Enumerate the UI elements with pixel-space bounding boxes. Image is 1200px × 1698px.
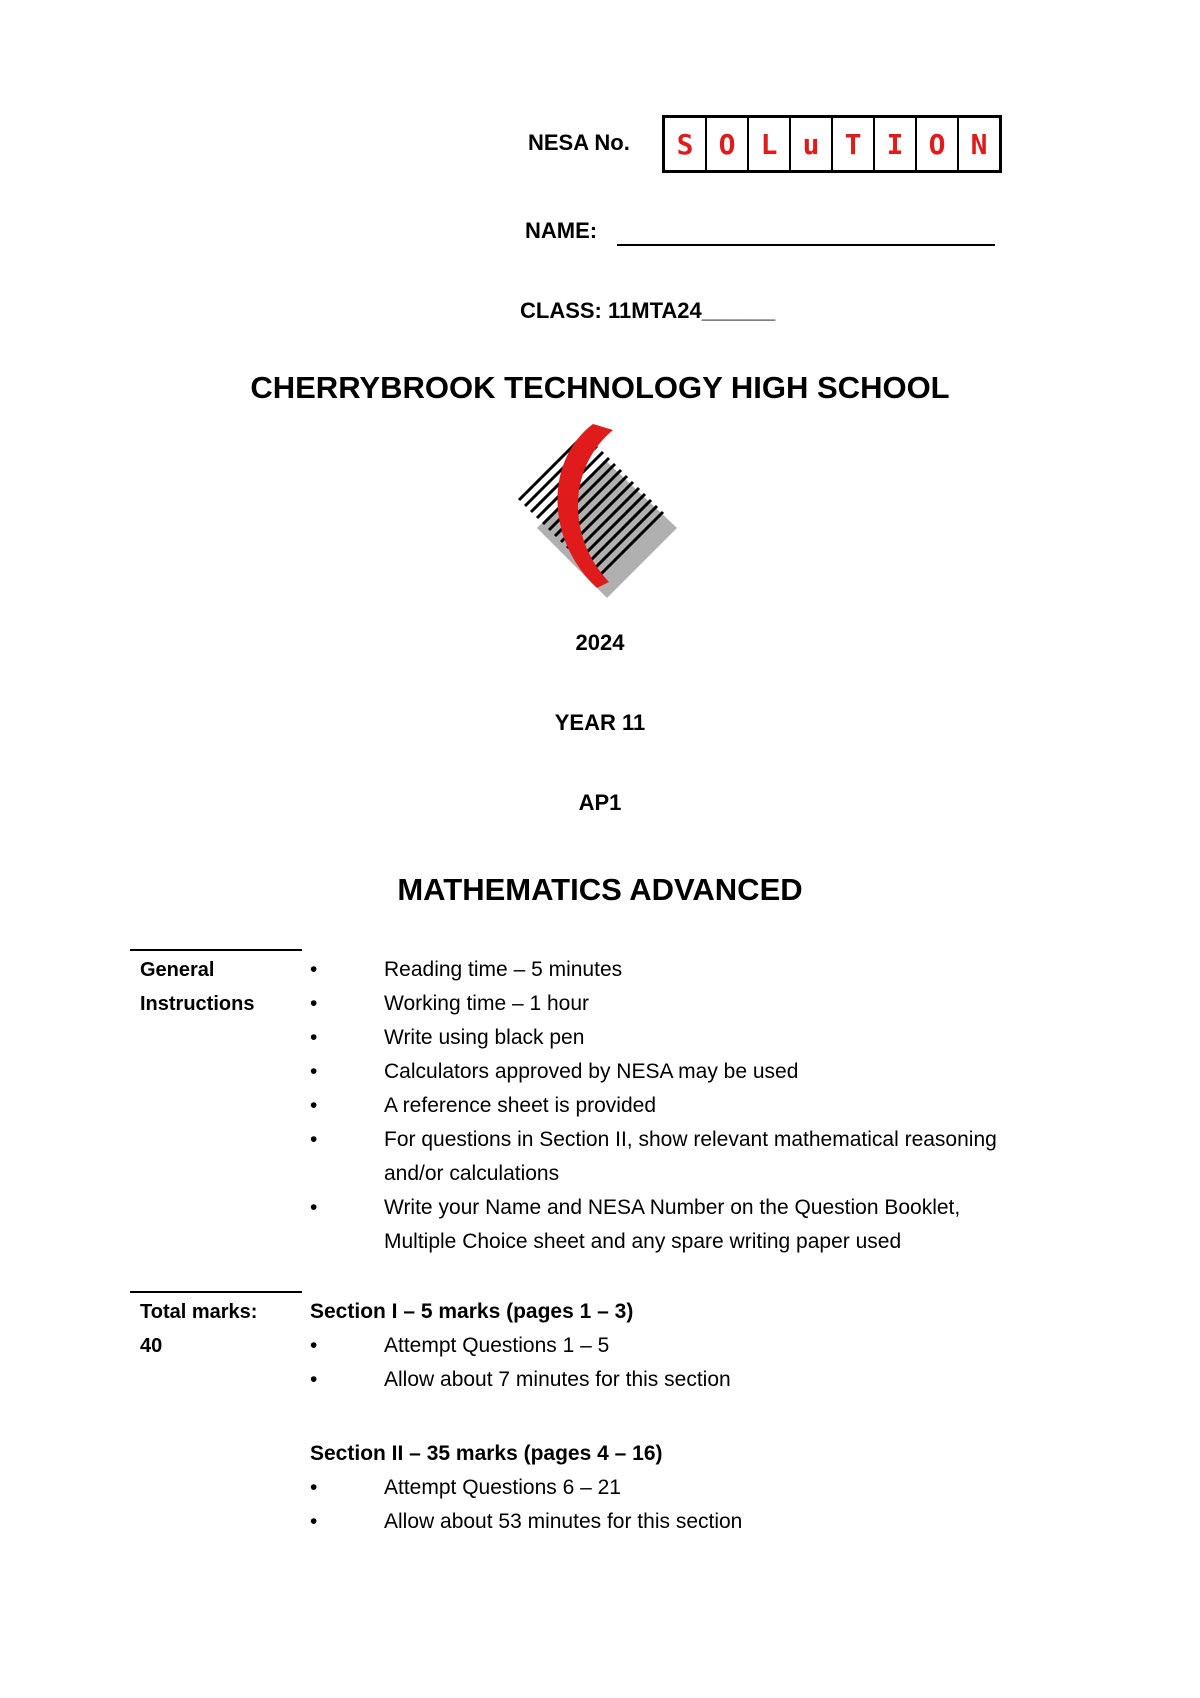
nesa-label: NESA No. — [528, 130, 630, 155]
nesa-cell: T — [831, 118, 873, 170]
nesa-number-boxes[interactable] — [662, 115, 1002, 173]
bullet: • — [310, 1334, 318, 1357]
list-item — [310, 1089, 1070, 1123]
list-item — [310, 1191, 1070, 1225]
class-value: 11MTA24______ — [608, 298, 776, 323]
nesa-cell: O — [705, 118, 747, 170]
bullet: • — [310, 1026, 318, 1049]
list-item — [310, 1363, 1070, 1397]
school-name: CHERRYBROOK TECHNOLOGY HIGH SCHOOL — [250, 370, 950, 405]
item-text: Allow about 53 minutes for this section — [384, 1510, 743, 1533]
list-item — [310, 1021, 1070, 1055]
item-text: Reading time – 5 minutes — [384, 958, 623, 981]
bullet: • — [310, 958, 318, 981]
total-marks-value: 40 — [140, 1335, 163, 1357]
nesa-cell: O — [915, 118, 957, 170]
list-item-continuation: Multiple Choice sheet and any spare writing paper used — [384, 1230, 902, 1253]
marks-label — [140, 1295, 257, 1363]
section-2-title: Section II – 35 marks (pages 4 – 16) — [310, 1442, 663, 1465]
nesa-cell: N — [957, 118, 999, 170]
spacer — [310, 1397, 1070, 1437]
list-item — [310, 1123, 1070, 1157]
general-label — [140, 953, 254, 1021]
list-item — [310, 1471, 1070, 1505]
sections-list — [310, 1295, 1070, 1539]
exam-grade: YEAR 11 — [554, 710, 646, 735]
exam-subject: MATHEMATICS ADVANCED — [397, 872, 803, 907]
nesa-cell: L — [747, 118, 789, 170]
list-item-continuation: and/or calculations — [384, 1162, 560, 1185]
nesa-cell: u — [789, 118, 831, 170]
nesa-cell: I — [873, 118, 915, 170]
general-instructions-list — [310, 953, 1070, 1259]
item-text: Allow about 7 minutes for this section — [384, 1368, 731, 1391]
nesa-cell: S — [676, 127, 694, 161]
bullet: • — [310, 1368, 318, 1391]
item-text: Write your Name and NESA Number on the Question Booklet, — [384, 1196, 961, 1219]
marks-rule — [130, 1291, 302, 1293]
item-text: Attempt Questions 1 – 5 — [384, 1334, 610, 1357]
item-text: A reference sheet is provided — [384, 1094, 656, 1117]
name-field-line[interactable] — [617, 244, 995, 246]
item-text: Calculators approved by NESA may be used — [384, 1060, 799, 1083]
total-marks-label: Total marks: — [140, 1301, 258, 1323]
list-item — [310, 1505, 1070, 1539]
bullet: • — [310, 992, 318, 1015]
exam-year: 2024 — [575, 630, 625, 655]
list-item — [310, 987, 1070, 1021]
bullet: • — [310, 1510, 318, 1533]
bullet: • — [310, 1128, 318, 1151]
general-label-line2: Instructions — [140, 993, 255, 1015]
logo-shadow — [537, 460, 677, 598]
bullet: • — [310, 1094, 318, 1117]
section-1-title: Section I – 5 marks (pages 1 – 3) — [310, 1300, 634, 1323]
name-label: NAME: — [525, 218, 598, 243]
item-text: Attempt Questions 6 – 21 — [384, 1476, 621, 1499]
item-text: Write using black pen — [384, 1026, 585, 1049]
item-text: Working time – 1 hour — [384, 992, 590, 1015]
school-logo-icon — [505, 420, 695, 605]
exam-paper: AP1 — [578, 790, 622, 815]
general-label-line1: General — [140, 959, 215, 981]
class-label: CLASS: — [520, 298, 602, 323]
bullet: • — [310, 1060, 318, 1083]
list-item — [310, 1329, 1070, 1363]
bullet: • — [310, 1196, 318, 1219]
general-rule — [130, 949, 302, 951]
list-item — [310, 953, 1070, 987]
class-field — [520, 298, 775, 324]
item-text: For questions in Section II, show relevant mathematical reasoning — [384, 1128, 997, 1151]
list-item — [310, 1055, 1070, 1089]
bullet: • — [310, 1476, 318, 1499]
